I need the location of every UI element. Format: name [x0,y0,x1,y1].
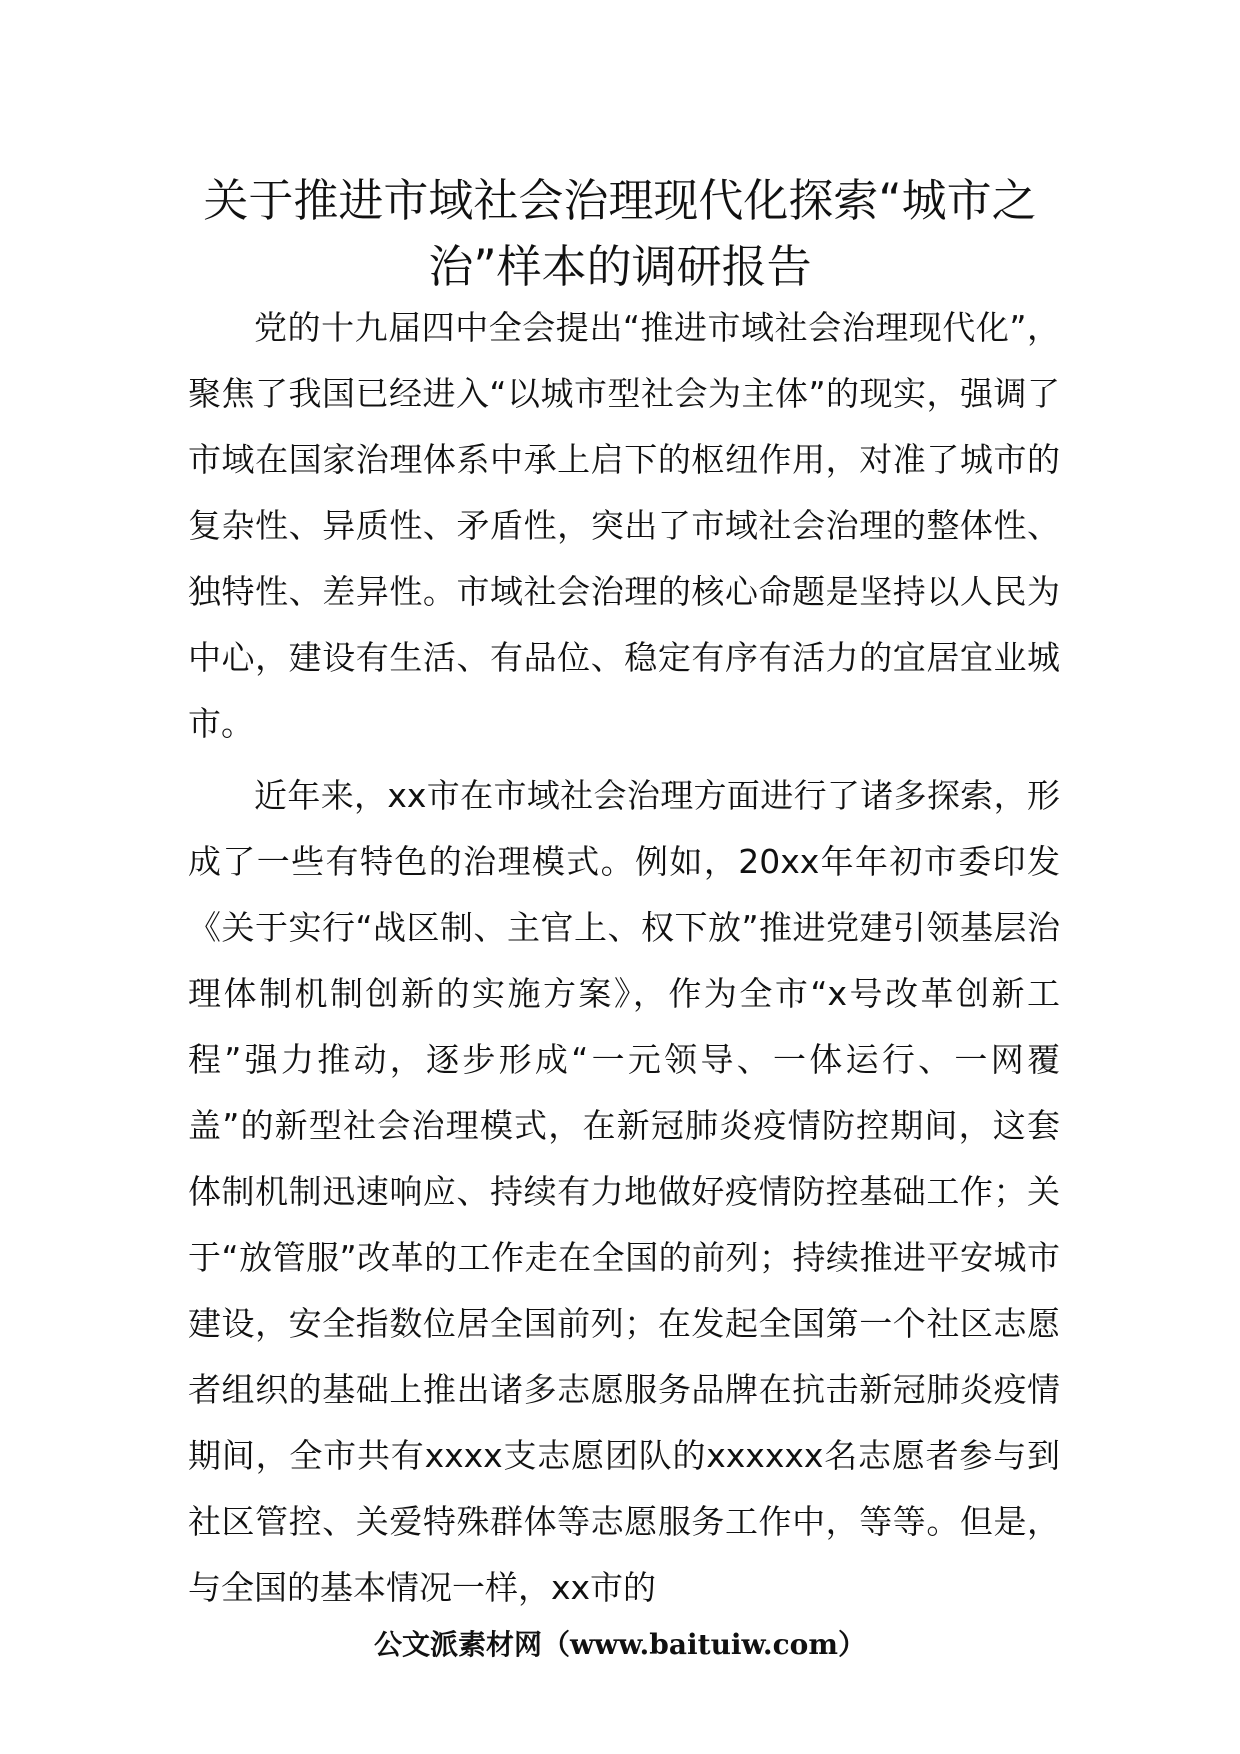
document-body [188,295,1060,1621]
paragraph-2: 近年来，xx市在市域社会治理方面进行了诸多探索，形成了一些有特色的治理模式。例如，20xx年年初市委印发《关于实行“战区制、主官上、权下放”推进党建引领基层治理体制机制创新的实施方案》，作为全市“x号改革创新工程”强力推动，逐步形成“一元领导、一体运行、一网覆盖”的新型社会治理模式，在新冠肺炎疫情防控期间，这套体制机制迅速响应、持续有力地做好疫情防控基础工作；关于“放管服”改革的工作走在全国的前列；持续推进平安城市建设，安全指数位居全国前列；在发起全国第一个社区志愿者组织的基础上推出诸多志愿服务品牌在抗击新冠肺炎疫情期间，全市共有xxxx支志愿团队的xxxxxx名志愿者参与到社区管控、关爱特殊群体等志愿服务工作中，等等。但是，与全国的基本情况一样，xx市的 [188,776,1060,1607]
paragraph-1: 党的十九届四中全会提出“推进市域社会治理现代化”，聚焦了我国已经进入“以城市型社会为主体”的现实，强调了市域在国家治理体系中承上启下的枢纽作用，对准了城市的复杂性、异质性、矛盾性，突出了市域社会治理的整体性、独特性、差异性。市域社会治理的核心命题是坚持以人民为中心，建设有生活、有品位、稳定有序有活力的宜居宜业城市。 [188,308,1060,743]
footer-watermark: 公文派素材网（www.baituiw.com） [374,1628,866,1661]
document-title: 关于推进市域社会治理现代化探索“城市之治”样本的调研报告 [203,174,1037,293]
